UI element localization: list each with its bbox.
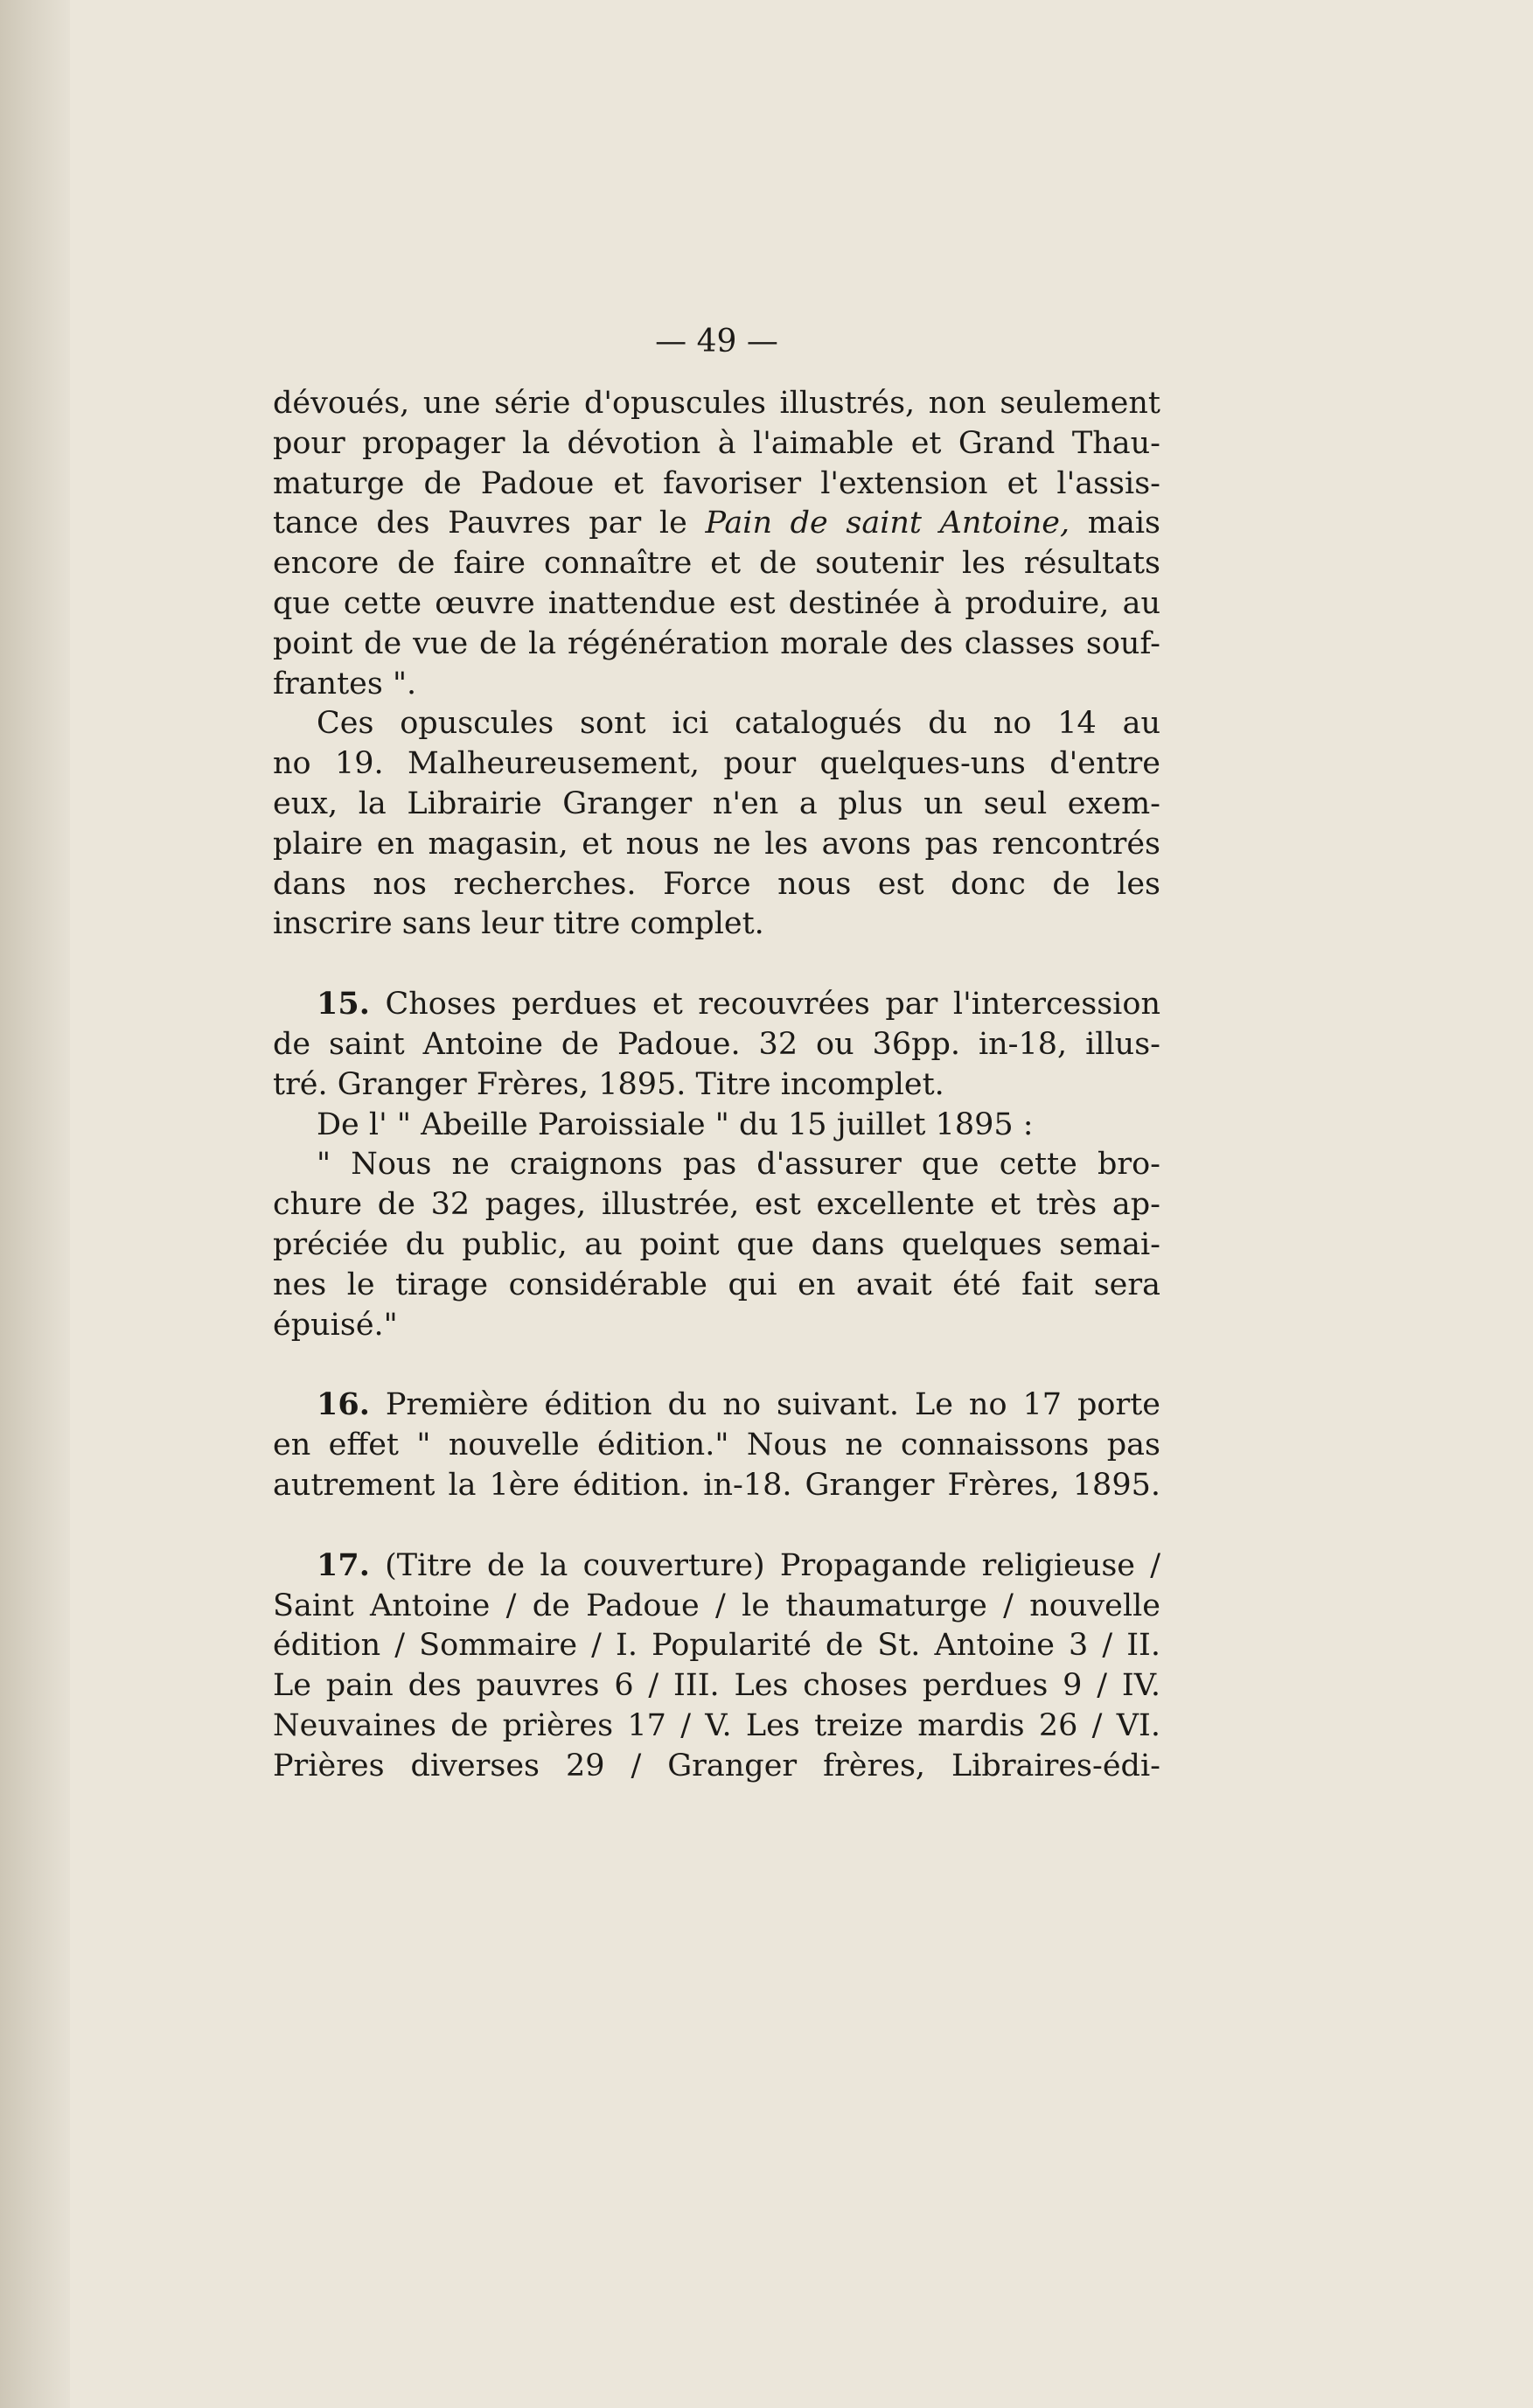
text-line: en effet " nouvelle édition." Nous ne connaissons pas	[273, 1427, 1160, 1463]
text-line: pour propager la dévotion à l'aimable et Grand Thau-	[273, 425, 1160, 461]
entry-17	[273, 1546, 1160, 1787]
book-gutter-shadow	[0, 0, 70, 2408]
text-line: tré. Granger Frères, 1895. Titre incomplet.	[273, 1066, 944, 1102]
entry-16	[273, 1385, 1160, 1505]
text-line: nes le tirage considérable qui en avait été fait sera	[273, 1267, 1160, 1302]
catalogue-paragraph	[273, 704, 1160, 945]
text-line: autrement la 1ère édition. in-18. Granger Frères, 1895.	[273, 1467, 1160, 1503]
text-line	[273, 504, 1160, 544]
spacer	[273, 945, 1160, 984]
entry-number: 16.	[317, 1386, 370, 1423]
entry-number: 17.	[317, 1546, 370, 1583]
text-segment: tance des Pauvres par le	[273, 506, 706, 541]
text-line: Ces opuscules sont ici catalogués du no 14 au	[317, 706, 1160, 742]
spacer	[273, 1345, 1160, 1385]
page-number: — 49 —	[655, 324, 778, 359]
text-line: " Nous ne craignons pas d'assurer que cette bro-	[317, 1147, 1160, 1183]
text-line: Neuvaines de prières 17 / V. Les treize mardis 26 / VI.	[273, 1707, 1160, 1743]
text-line: dans nos recherches. Force nous est donc de les	[273, 866, 1160, 902]
text-line: dévoués, une série d'opuscules illustrés, non seulement	[273, 386, 1160, 421]
italic-title: Pain de saint Antoine,	[705, 506, 1070, 541]
text-line: Le pain des pauvres 6 / III. Les choses perdues 9 / IV.	[273, 1668, 1160, 1704]
text-line: Prières diverses 29 / Granger frères, Libraires-édi-	[273, 1748, 1160, 1783]
text-line: Saint Antoine / de Padoue / le thaumaturge / nouvelle	[273, 1588, 1160, 1623]
text-line: no 19. Malheureusement, pour quelques-uns d'entre	[273, 746, 1160, 782]
text-line	[273, 984, 1160, 1025]
intro-paragraph	[273, 384, 1160, 704]
text-line: de saint Antoine de Padoue. 32 ou 36pp. in-18, illus-	[273, 1026, 1160, 1062]
book-page	[273, 324, 1160, 1787]
text-line: De l' " Abeille Paroissiale " du 15 juillet 1895 :	[317, 1106, 1034, 1142]
text-line: édition / Sommaire / I. Popularité de St. Antoine 3 / II.	[273, 1628, 1160, 1664]
text-line: frantes ".	[273, 666, 417, 701]
text-line: épuisé."	[273, 1307, 398, 1343]
text-line: préciée du public, au point que dans quelques semai-	[273, 1226, 1160, 1262]
text-line: eux, la Librairie Granger n'en a plus un seul exem-	[273, 785, 1160, 821]
text-line: point de vue de la régénération morale des classes souf-	[273, 625, 1160, 661]
text-line	[273, 1546, 1160, 1587]
text-line: inscrire sans leur titre complet.	[273, 906, 764, 942]
text-line: plaire en magasin, et nous ne les avons pas rencontrés	[273, 826, 1160, 862]
text-segment: mais	[1087, 506, 1160, 541]
text-line: maturge de Padoue et favoriser l'extension et l'assis-	[273, 465, 1160, 501]
entry-15	[273, 984, 1160, 1345]
entry-number: 15.	[317, 986, 370, 1023]
spacer	[273, 1506, 1160, 1546]
text-line: que cette œuvre inattendue est destinée à produire, au	[273, 585, 1160, 621]
text-segment: (Titre de la couverture) Propagande religieuse /	[385, 1547, 1160, 1583]
text-line	[273, 1385, 1160, 1426]
text-line: chure de 32 pages, illustrée, est excellente et très ap-	[273, 1187, 1160, 1223]
text-segment: Choses perdues et recouvrées par l'intercession	[385, 987, 1160, 1023]
text-segment: Première édition du no suivant. Le no 17 porte	[385, 1387, 1160, 1423]
text-line: encore de faire connaître et de soutenir les résultats	[273, 546, 1160, 582]
